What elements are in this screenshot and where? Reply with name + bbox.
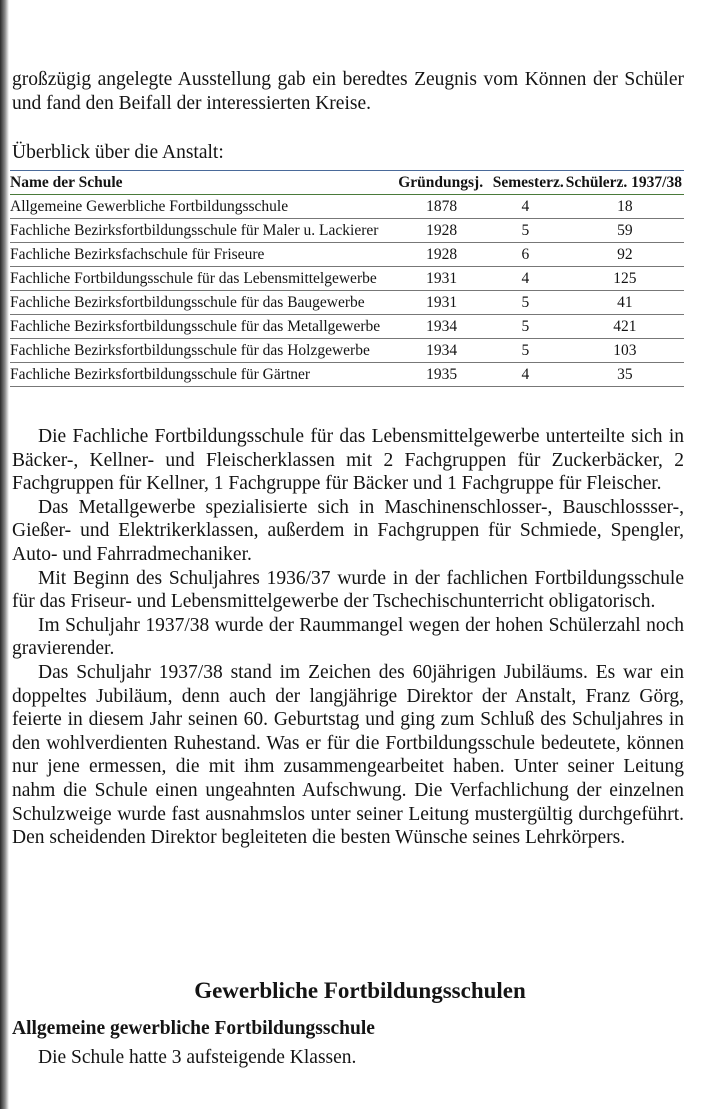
cell-semesters: 4 <box>485 363 566 387</box>
table-row <box>10 267 684 291</box>
closing-sentence: Die Schule hatte 3 aufsteigende Klassen. <box>38 1047 357 1068</box>
table-row <box>10 315 684 339</box>
paragraph-food-trade: Die Fachliche Fortbildungsschule für das Lebensmittelgewerbe unterteilte sich in Bäcker-, Kellner- und Fleischerklassen mit 2 Fachgruppen für Zuckerbäcker, 2 Fachgruppen für Kellner, 1 Fachgruppe für Bäcker und 1 Fachgruppe für Fleischer. <box>12 426 684 495</box>
cell-school-name: Fachliche Bezirksfortbildungsschule für Maler u. Lackierer <box>10 219 398 243</box>
cell-school-name: Fachliche Fortbildungsschule für das Lebensmittelgewerbe <box>10 267 398 291</box>
cell-semesters: 4 <box>485 195 566 219</box>
cell-founding-year: 1931 <box>398 291 485 315</box>
paragraph-jubilee: Das Schuljahr 1937/38 stand im Zeichen des 60jährigen Jubiläums. Es war ein doppeltes Jubiläum, denn auch der langjährige Direktor der Anstalt, Franz Görg, feierte in diesem Jahr seinen 60. Geburtstag und ging zum Schluß des Schuljahres in den wohlverdienten Ruhestand. Was er für die Fortbildungsschule bedeutete, können nur jene ermessen, die mit ihm zusammengearbeitet haben. Unter seiner Leitung nahm die Schule einen ungeahnten Aufschwung. Die Verfachlichung der einzelnen Schulzweige wurde fast ausnahmslos unter seiner Leitung mustergültig durchgeführt. Den scheidenden Direktor begleiteten die besten Wünsche seines Lehrkörpers. <box>12 661 684 849</box>
paragraph-space-shortage: Im Schuljahr 1937/38 wurde der Raummangel wegen der hohen Schülerzahl noch gravierender. <box>12 614 684 660</box>
section-title: Gewerbliche Fortbildungsschulen <box>194 978 526 1003</box>
table-row <box>10 291 684 315</box>
table-row <box>10 339 684 363</box>
cell-school-name: Allgemeine Gewerbliche Fortbildungsschule <box>10 195 398 219</box>
cell-founding-year: 1928 <box>398 243 485 267</box>
overview-label: Überblick über die Anstalt: <box>12 142 224 163</box>
cell-founding-year: 1934 <box>398 339 485 363</box>
table-row <box>10 363 684 387</box>
header-school-name: Name der Schule <box>10 174 123 191</box>
table-row <box>10 219 684 243</box>
cell-school-name: Fachliche Bezirksfortbildungsschule für das Baugewerbe <box>10 291 398 315</box>
school-overview-table <box>10 170 684 387</box>
cell-founding-year: 1931 <box>398 267 485 291</box>
table-row <box>10 195 684 219</box>
cell-students: 125 <box>566 267 684 291</box>
cell-founding-year: 1935 <box>398 363 485 387</box>
cell-students: 18 <box>566 195 684 219</box>
cell-students: 92 <box>566 243 684 267</box>
page-binding-shadow <box>0 0 9 1109</box>
cell-founding-year: 1878 <box>398 195 485 219</box>
intro-paragraph: großzügig angelegte Ausstellung gab ein beredtes Zeugnis vom Können der Schüler und fand den Beifall der interessierten Kreise. <box>12 69 684 114</box>
paragraph-czech-lessons: Mit Beginn des Schuljahres 1936/37 wurde in der fachlichen Fortbildungsschule für das Friseur- und Lebensmittelgewerbe der Tschechischunterricht obligatorisch. <box>12 567 684 613</box>
cell-school-name: Fachliche Bezirksfortbildungsschule für das Metallgewerbe <box>10 315 398 339</box>
cell-students: 421 <box>566 315 684 339</box>
cell-students: 35 <box>566 363 684 387</box>
paragraph-metal-trade: Das Metallgewerbe spezialisierte sich in Maschinenschlosser-, Bauschlossser-, Gießer- und Elektrikerklassen, außerdem in Fachgruppen für Schmiede, Spengler, Auto- und Fahrradmechaniker. <box>12 496 684 565</box>
header-semesters: Semesterz. <box>492 174 564 191</box>
cell-semesters: 6 <box>485 243 566 267</box>
cell-founding-year: 1928 <box>398 219 485 243</box>
cell-founding-year: 1934 <box>398 315 485 339</box>
cell-semesters: 5 <box>485 315 566 339</box>
cell-school-name: Fachliche Bezirksfachschule für Friseure <box>10 243 398 267</box>
cell-semesters: 5 <box>485 339 566 363</box>
body-text <box>12 425 684 850</box>
cell-semesters: 4 <box>485 267 566 291</box>
cell-semesters: 5 <box>485 219 566 243</box>
cell-students: 41 <box>566 291 684 315</box>
cell-students: 59 <box>566 219 684 243</box>
table-header-row <box>10 171 684 194</box>
cell-school-name: Fachliche Bezirksfortbildungsschule für das Holzgewerbe <box>10 339 398 363</box>
header-founding-year: Gründungsj. <box>398 174 484 191</box>
cell-students: 103 <box>566 339 684 363</box>
cell-school-name: Fachliche Bezirksfortbildungsschule für Gärtner <box>10 363 398 387</box>
cell-semesters: 5 <box>485 291 566 315</box>
subsection-title: Allgemeine gewerbliche Fortbildungsschule <box>12 1018 375 1039</box>
header-students: Schülerz. 1937/38 <box>565 174 682 191</box>
table-row <box>10 243 684 267</box>
